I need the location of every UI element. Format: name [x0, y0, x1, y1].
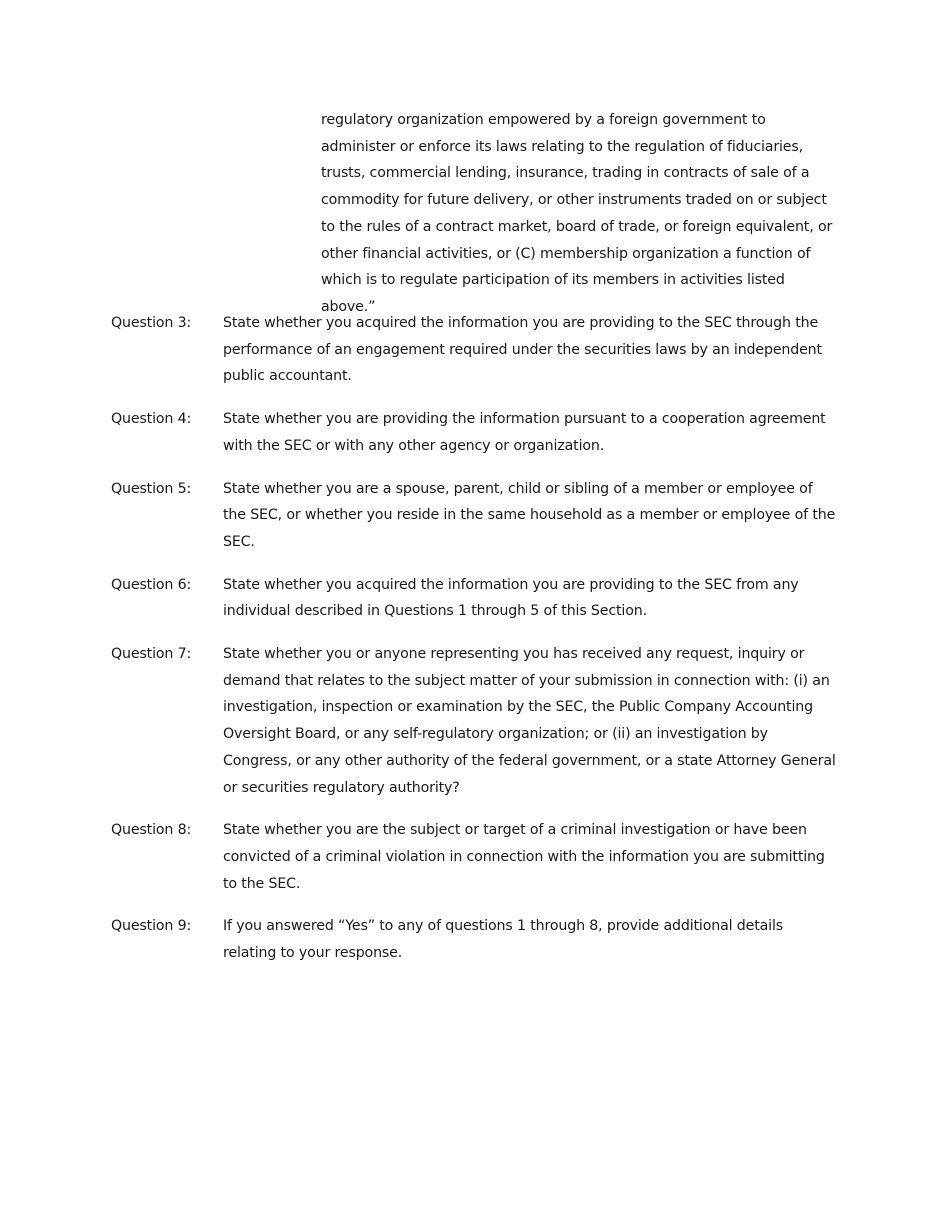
question-label: Question 5:: [111, 480, 192, 497]
question-8: [111, 817, 841, 897]
question-6: [111, 572, 841, 625]
question-label: Question 8:: [111, 822, 192, 839]
question-label: Question 7:: [111, 646, 192, 663]
question-4: [111, 406, 841, 459]
question-text: State whether you are the subject or target of a criminal investigation or have been convicted of a criminal violation in connection with the information you are submitting to the SEC.: [223, 822, 825, 892]
question-7: [111, 641, 841, 801]
question-text: State whether you acquired the information you are providing to the SEC from any individual described in Questions 1 through 5 of this Section.: [223, 576, 799, 620]
question-text: If you answered “Yes” to any of questions 1 through 8, provide additional details relating to your response.: [223, 918, 783, 962]
question-text: State whether you are a spouse, parent, child or sibling of a member or employee of the SEC, or whether you reside in the same household as a member or employee of the SEC.: [223, 480, 836, 550]
question-5: [111, 476, 841, 556]
question-label: Question 3:: [111, 315, 192, 331]
question-text: State whether you are providing the information pursuant to a cooperation agreement with the SEC or with any other agency or organization.: [223, 411, 826, 454]
question-9: [111, 913, 841, 966]
question-label: Question 9:: [111, 918, 192, 935]
question-label: Question 6:: [111, 576, 192, 593]
question-label: Question 4:: [111, 411, 192, 428]
definition-continuation-paragraph: regulatory organization empowered by a foreign government to administer or enforce its laws relating to the regulation of fiduciaries, trusts, commercial lending, insurance, trading in contracts of sale of a commodity for future delivery, or other instruments traded on or subject to the rules of a contract market, board of trade, or foreign equivalent, or other financial activities, or (C) membership organization a function of which is to regulate participation of its members in activities listed above.”: [321, 112, 833, 315]
question-text: State whether you or anyone representing you has received any request, inquiry or demand that relates to the subject matter of your submission in connection with: (i) an investigation, inspection or examination by the SEC, the Public Company Accounting Oversight Board, or any self-regulatory organization; or (ii) an investigation by Congress, or any other authority of the federal government, or a state Attorney General or securities regulatory authority?: [223, 646, 836, 796]
question-3: [111, 310, 841, 390]
question-list: [111, 310, 841, 983]
question-text: State whether you acquired the information you are providing to the SEC through the performance of an engagement required under the securities laws by an independent public accountant.: [223, 315, 822, 385]
